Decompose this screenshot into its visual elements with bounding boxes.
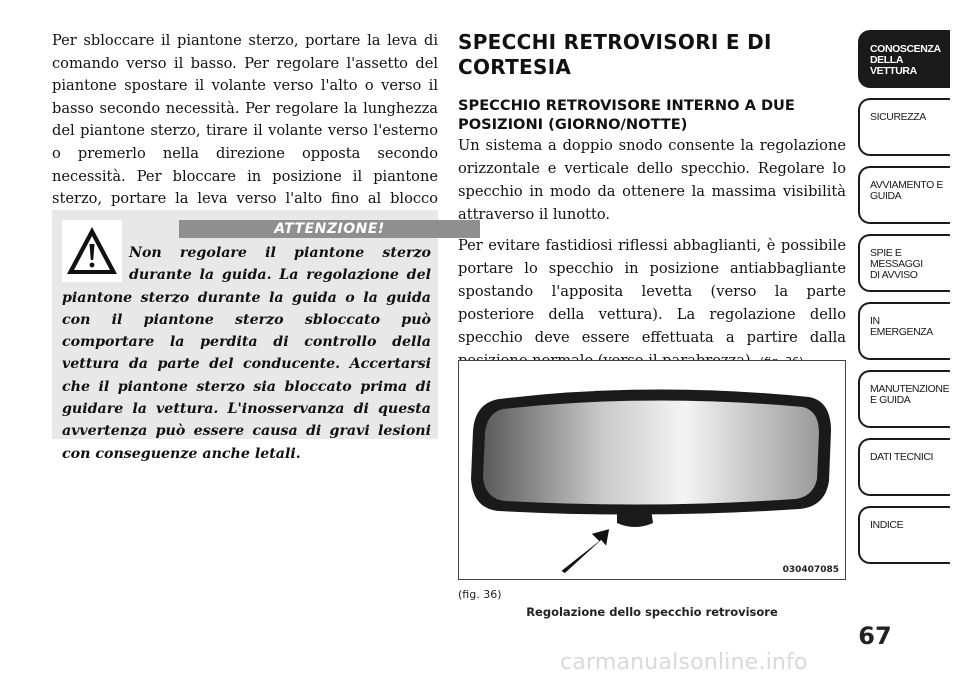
steering-column-paragraph: Per sbloccare il piantone sterzo, portare la leva di comando verso il basso. Per regolare l'assetto del piantone spostare il volante verso l'alto o verso il basso secondo necessità. Per regolare la lunghezza del piantone sterzo, tirare il volante verso l'esterno o premerlo nella direzione opposta secondo necessità. Per bloccare in posizione il piantone sterzo, portare la leva verso l'alto fino al blocco — [52, 32, 438, 208]
tab-sicurezza[interactable]: SICUREZZA — [858, 98, 950, 156]
subsection-heading: SPECCHIO RETROVISORE INTERNO A DUE POSIZIONI (GIORNO/NOTTE) — [458, 97, 795, 133]
tab-conoscenza-della-vettura[interactable]: CONOSCENZA DELLA VETTURA — [858, 30, 950, 88]
warning-text: Non regolare il piantone sterzo durante la guida. La regolazione del piantone sterzo durante la guida o la guida con il piantone sterzo sbloccato può comportare la perdita di controllo della vettura da parte del conducente. Accertarsi che il piantone sterzo sia bloccato prima di guidare la vettura. L'inosservanza di questa avvertenza può essere causa di gravi lesioni con conseguenze anche letali. — [62, 245, 431, 462]
tab-spie-e-messaggi[interactable]: SPIE E MESSAGGI DI AVVISO — [858, 234, 950, 292]
figure-number: (fig. 36) — [458, 588, 502, 601]
tab-dati-tecnici[interactable]: DATI TECNICI — [858, 438, 950, 496]
watermark: carmanualsonline.info — [560, 650, 808, 675]
tab-avviamento-e-guida[interactable]: AVVIAMENTO E GUIDA — [858, 166, 950, 224]
figure-code: 030407085 — [782, 565, 839, 575]
mirror-figure — [458, 360, 846, 580]
left-column — [52, 30, 438, 233]
page-number: 67 — [858, 622, 892, 650]
mirror-tab-lever — [617, 509, 653, 527]
chapter-tabs — [858, 30, 950, 574]
tab-indice[interactable]: INDICE — [858, 506, 950, 564]
mirror-paragraph-2-text: Per evitare fastidiosi riflessi abbaglianti, è possibile portare lo specchio in posizione antiabbagliante spostando l'apposita levetta (verso la parte posteriore della vettura). La regolazione dello specchio deve essere effettuata a partire dalla — [458, 237, 846, 346]
section-heading: SPECCHI RETROVISORI E DI CORTESIA — [458, 30, 772, 79]
mirror-paragraph-2 — [458, 234, 846, 373]
warning-box — [52, 210, 438, 462]
right-column — [458, 30, 846, 373]
warning-title: ATTENZIONE! — [179, 220, 480, 238]
tab-manutenzione[interactable]: MANUTENZIONE E GUIDA — [858, 370, 950, 428]
arrow-indicator — [559, 527, 611, 575]
rearview-mirror-illustration — [459, 361, 845, 579]
figure-caption: Regolazione dello specchio retrovisore — [526, 605, 778, 619]
mirror-paragraph-1: Un sistema a doppio snodo consente la regolazione orizzontale e verticale dello specchio. Regolare lo specchio in modo da ottenere la massima visibilità attraverso il lunotto. — [458, 137, 846, 223]
tab-in-emergenza[interactable]: IN EMERGENZA — [858, 302, 950, 360]
